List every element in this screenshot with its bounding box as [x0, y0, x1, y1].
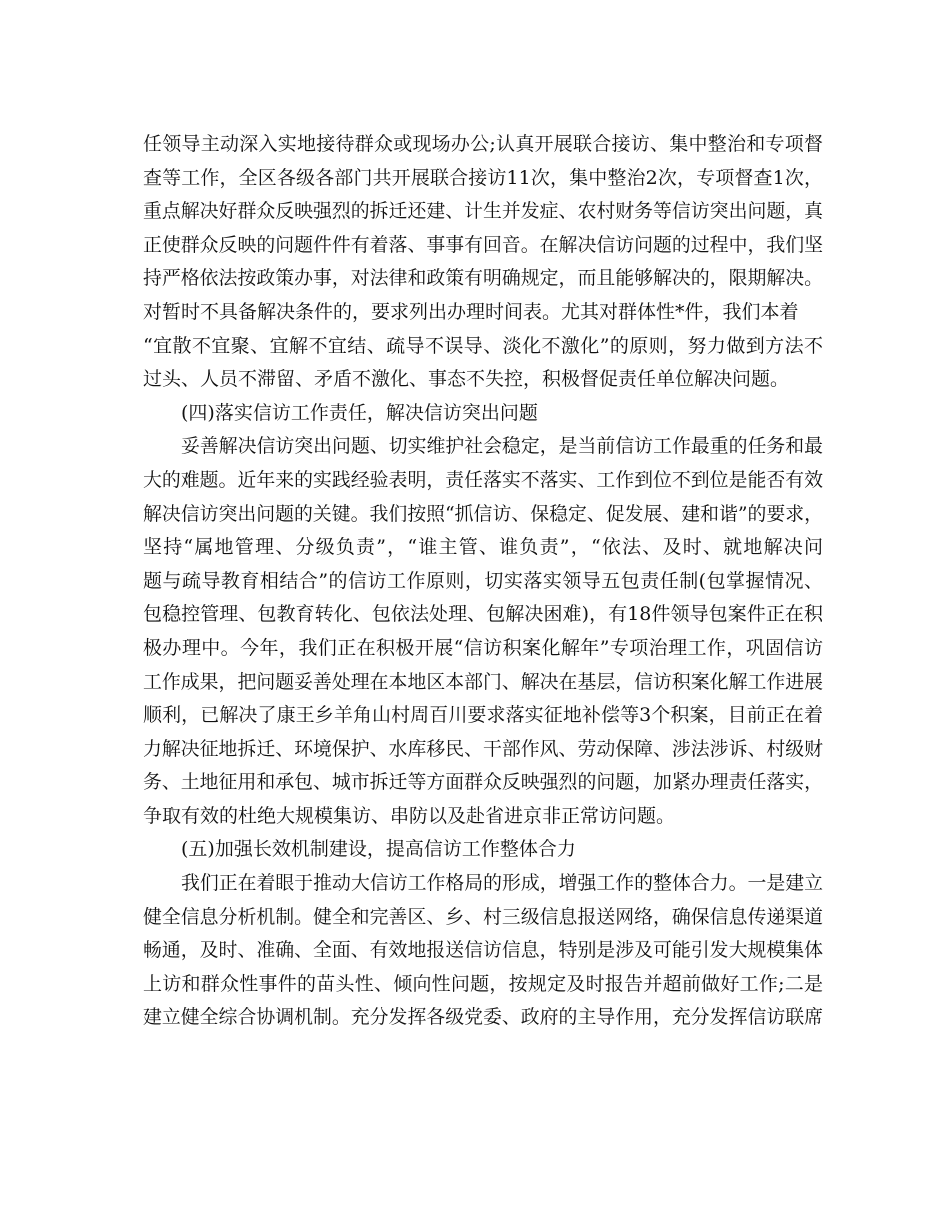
text-line: (四)落实信访工作责任，解决信访突出问题: [181, 401, 538, 424]
text-line: 上访和群众性事件的苗头性、倾向性问题，按规定及时报告并超前做好工作;二是: [143, 972, 823, 995]
text-line: 任领导主动深入实地接待群众或现场办公;认真开展联合接访、集中整治和专项督: [143, 133, 823, 155]
text-line: 畅通，及时、准确、全面、有效地报送信访信息，特别是涉及可能引发大规模集体: [143, 939, 823, 962]
text-line: 包稳控管理、包教育转化、包依法处理、包解决困难)，有18件领导包案件正在积: [143, 603, 823, 626]
text-line: 健全信息分析机制。健全和完善区、乡、村三级信息报送网络，确保信息传递渠道: [143, 905, 823, 928]
text-line: 持严格依法按政策办事，对法律和政策有明确规定，而且能够解决的，限期解决。: [143, 267, 823, 290]
text-line: “宜散不宜聚、宜解不宜结、疏导不误导、淡化不激化”的原则，努力做到方法不: [143, 334, 823, 357]
text-line: 我们正在着眼于推动大信访工作格局的形成，增强工作的整体合力。一是建立: [181, 872, 823, 895]
text-line: 工作成果，把问题妥善处理在本地区本部门、解决在基层，信访积案化解工作进展: [143, 670, 823, 693]
text-line: 解决信访突出问题的关键。我们按照“抓信访、保稳定、促发展、建和谐”的要求，: [143, 502, 823, 525]
text-line: (五)加强长效机制建设，提高信访工作整体合力: [181, 838, 576, 861]
text-line: 大的难题。近年来的实践经验表明，责任落实不落实、工作到位不到位是能否有效: [143, 468, 823, 491]
text-line: 查等工作，全区各级各部门共开展联合接访11次，集中整治2次，专项督查1次，: [143, 166, 823, 189]
text-line: 坚持“属地管理、分级负责”，“谁主管、谁负责”，“依法、及时、就地解决问: [143, 536, 823, 559]
text-line: 建立健全综合协调机制。充分发挥各级党委、政府的主导作用，充分发挥信访联席: [143, 1006, 823, 1029]
text-line: 题与疏导教育相结合”的信访工作原则，切实落实领导五包责任制(包掌握情况、: [143, 569, 823, 592]
text-line: 力解决征地拆迁、环境保护、水库移民、干部作风、劳动保障、涉法涉诉、村级财: [143, 737, 823, 760]
text-line: 过头、人员不滞留、矛盾不激化、事态不失控，积极督促责任单位解决问题。: [143, 368, 790, 391]
text-line: 顺利，已解决了康王乡羊角山村周百川要求落实征地补偿等3个积案，目前正在着: [143, 704, 823, 727]
text-line: 务、土地征用和承包、城市拆迁等方面群众反映强烈的问题，加紧办理责任落实，: [143, 771, 823, 794]
text-line: 对暂时不具备解决条件的，要求列出办理时间表。尤其对群体性*件，我们本着: [143, 300, 799, 323]
text-line: 正使群众反映的问题件件有着落、事事有回音。在解决信访问题的过程中，我们坚: [143, 233, 823, 256]
text-line: 妥善解决信访突出问题、切实维护社会稳定，是当前信访工作最重的任务和最: [181, 435, 823, 458]
text-line: 极办理中。今年，我们正在积极开展“信访积案化解年”专项治理工作，巩固信访: [143, 636, 823, 659]
text-line: 争取有效的杜绝大规模集访、串防以及赴省进京非正常访问题。: [143, 804, 676, 827]
document-body: [143, 128, 823, 1035]
text-line: 重点解决好群众反映强烈的拆迁还建、计生并发症、农村财务等信访突出问题，真: [143, 200, 823, 223]
